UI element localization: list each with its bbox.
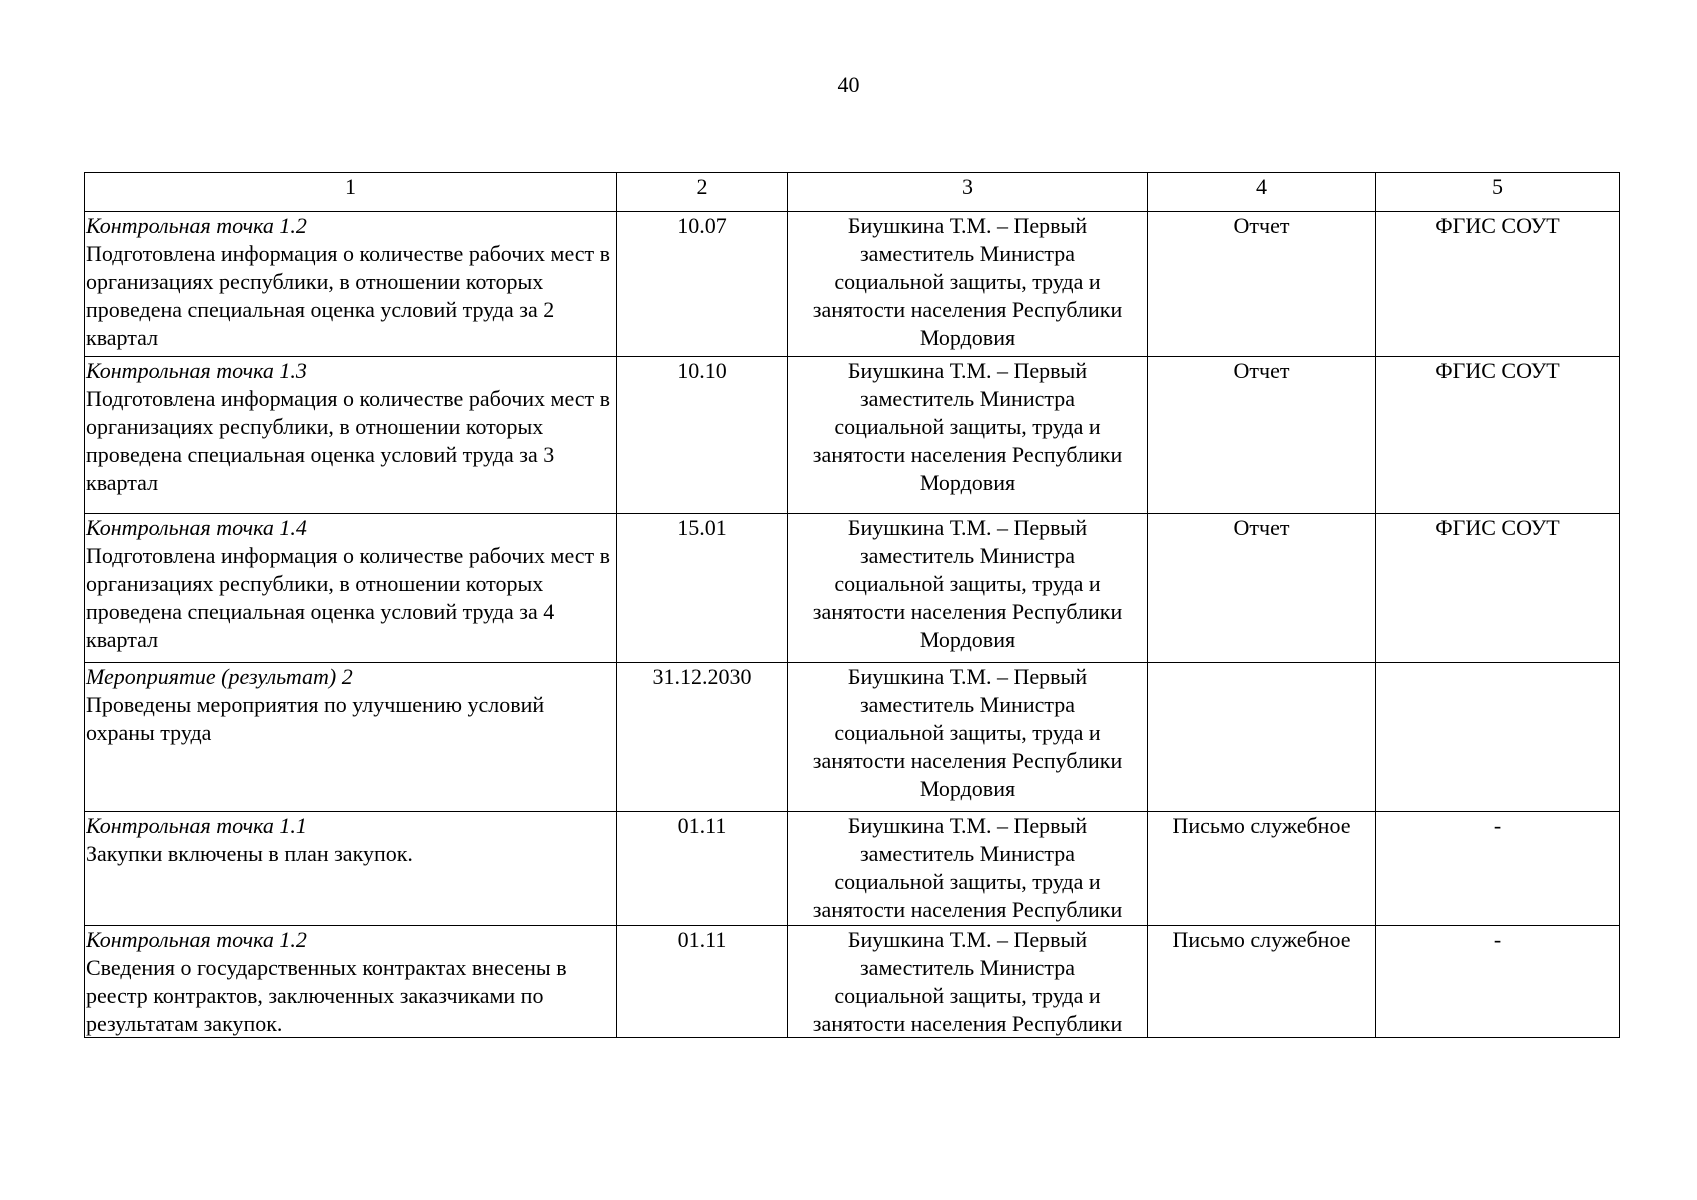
responsible-line: Биушкина Т.М. – Первый	[847, 927, 1088, 952]
header-row	[85, 173, 1620, 212]
description-cell	[85, 812, 617, 926]
plan-table	[84, 172, 1620, 1038]
date-cell: 01.11	[617, 812, 788, 926]
column-header-3: 3	[788, 173, 1148, 212]
responsible-line: заместитель Министра	[859, 241, 1076, 266]
responsible-line: заместитель Министра	[859, 386, 1076, 411]
document-cell	[1148, 663, 1376, 812]
responsible-line: Биушкина Т.М. – Первый	[847, 813, 1088, 838]
responsible-cell	[788, 212, 1148, 357]
column-header-1: 1	[85, 173, 617, 212]
responsible-line: социальной защиты, труда и	[834, 983, 1101, 1008]
date-cell: 10.07	[617, 212, 788, 357]
responsible-line: социальной защиты, труда и	[834, 869, 1101, 894]
date-cell: 10.10	[617, 357, 788, 514]
item-kind: Мероприятие (результат) 2	[86, 664, 353, 689]
item-text: Подготовлена информация о количестве рабочих мест в организациях республики, в отношении которых проведена специальная оценка условий труда за 2 квартал	[86, 241, 611, 350]
responsible-cell	[788, 357, 1148, 514]
responsible-line: заместитель Министра	[859, 692, 1076, 717]
responsible-line: социальной защиты, труда и	[834, 269, 1101, 294]
document-cell: Отчет	[1148, 357, 1376, 514]
description-cell	[85, 212, 617, 357]
document-cell: Письмо служебное	[1148, 926, 1376, 1038]
responsible-line: Биушкина Т.М. – Первый	[847, 515, 1088, 540]
responsible-line: Биушкина Т.М. – Первый	[847, 213, 1088, 238]
column-header-2: 2	[617, 173, 788, 212]
item-kind: Контрольная точка 1.2	[86, 927, 307, 952]
responsible-line: занятости населения Республики	[812, 1011, 1123, 1036]
description-cell	[85, 514, 617, 663]
responsible-line: Мордовия	[919, 325, 1016, 350]
responsible-cell	[788, 514, 1148, 663]
description-cell	[85, 357, 617, 514]
description-cell	[85, 663, 617, 812]
system-cell: ФГИС СОУТ	[1376, 514, 1620, 663]
responsible-line: социальной защиты, труда и	[834, 414, 1101, 439]
responsible-line: Мордовия	[919, 470, 1016, 495]
responsible-line: занятости населения Республики	[812, 599, 1123, 624]
responsible-line: заместитель Министра	[859, 955, 1076, 980]
responsible-line: заместитель Министра	[859, 543, 1076, 568]
item-text: Закупки включены в план закупок.	[86, 841, 413, 866]
responsible-line: социальной защиты, труда и	[834, 720, 1101, 745]
item-kind: Контрольная точка 1.2	[86, 213, 307, 238]
table-row	[85, 663, 1620, 812]
date-cell: 15.01	[617, 514, 788, 663]
item-kind: Контрольная точка 1.4	[86, 515, 307, 540]
responsible-cell	[788, 663, 1148, 812]
item-text: Сведения о государственных контрактах внесены в реестр контрактов, заключенных заказчиками по результатам закупок.	[86, 955, 567, 1036]
item-text: Подготовлена информация о количестве рабочих мест в организациях республики, в отношении которых проведена специальная оценка условий труда за 3 квартал	[86, 386, 611, 495]
system-cell	[1376, 663, 1620, 812]
responsible-line: занятости населения Республики	[812, 748, 1123, 773]
responsible-line: Мордовия	[919, 776, 1016, 801]
responsible-line: Мордовия	[919, 627, 1016, 652]
responsible-line: занятости населения Республики	[812, 897, 1123, 922]
document-cell: Письмо служебное	[1148, 812, 1376, 926]
document-cell: Отчет	[1148, 514, 1376, 663]
description-cell	[85, 926, 617, 1038]
responsible-line: Биушкина Т.М. – Первый	[847, 358, 1088, 383]
table-row	[85, 926, 1620, 1038]
table-row	[85, 212, 1620, 357]
document-cell: Отчет	[1148, 212, 1376, 357]
date-cell: 31.12.2030	[617, 663, 788, 812]
responsible-line: социальной защиты, труда и	[834, 571, 1101, 596]
system-cell: ФГИС СОУТ	[1376, 357, 1620, 514]
table-row	[85, 514, 1620, 663]
system-cell: -	[1376, 926, 1620, 1038]
item-text: Проведены мероприятия по улучшению условий охраны труда	[86, 692, 545, 745]
item-kind: Контрольная точка 1.3	[86, 358, 307, 383]
item-text: Подготовлена информация о количестве рабочих мест в организациях республики, в отношении которых проведена специальная оценка условий труда за 4 квартал	[86, 543, 611, 652]
date-cell: 01.11	[617, 926, 788, 1038]
responsible-line: заместитель Министра	[859, 841, 1076, 866]
responsible-line: Биушкина Т.М. – Первый	[847, 664, 1088, 689]
table-row	[85, 812, 1620, 926]
system-cell: -	[1376, 812, 1620, 926]
responsible-cell	[788, 926, 1148, 1038]
table-row	[85, 357, 1620, 514]
responsible-line: занятости населения Республики	[812, 297, 1123, 322]
responsible-line: занятости населения Республики	[812, 442, 1123, 467]
system-cell: ФГИС СОУТ	[1376, 212, 1620, 357]
responsible-cell	[788, 812, 1148, 926]
item-kind: Контрольная точка 1.1	[86, 813, 307, 838]
column-header-5: 5	[1376, 173, 1620, 212]
column-header-4: 4	[1148, 173, 1376, 212]
page-number: 40	[837, 72, 860, 97]
